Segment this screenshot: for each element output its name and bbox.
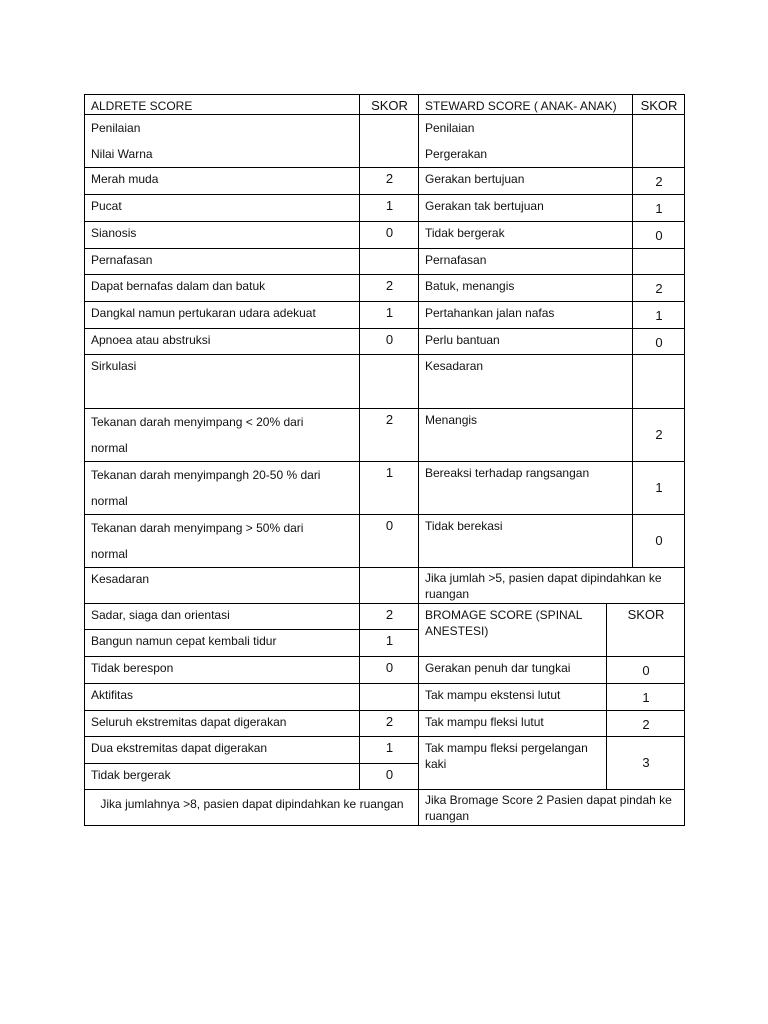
aldrete-header-row xyxy=(84,94,419,115)
row-score: 0 xyxy=(655,335,663,350)
row-label: Gerakan tak bertujuan xyxy=(419,195,633,221)
bromage-header-skor: SKOR xyxy=(627,607,665,622)
row-label: Sadar, siaga dan orientasi xyxy=(85,604,360,629)
table-row xyxy=(84,462,419,515)
table-row xyxy=(419,515,685,568)
row-label: Sianosis xyxy=(85,222,360,248)
row-label: Tekanan darah menyimpangh 20-50 % dari normal xyxy=(85,462,360,514)
row-score xyxy=(360,115,418,167)
table-row xyxy=(419,115,685,168)
row-label: Aktifitas xyxy=(85,684,360,710)
row-label: Tak mampu ekstensi lutut xyxy=(419,684,607,710)
row-label: Penilaian Pergerakan xyxy=(419,115,633,167)
steward-table xyxy=(419,94,685,826)
row-label: Tidak bergerak xyxy=(85,764,360,789)
table-row xyxy=(84,515,419,568)
table-row xyxy=(84,115,419,168)
row-label: Pertahankan jalan nafas xyxy=(419,302,633,328)
row-label: Perlu bantuan xyxy=(419,329,633,354)
row-label: Menangis xyxy=(419,409,633,461)
row-score: 1 xyxy=(385,740,394,755)
table-row xyxy=(419,355,685,409)
row-score: 2 xyxy=(655,281,663,296)
row-label: Merah muda xyxy=(85,168,360,194)
aldrete-note: Jika jumlahnya >8, pasien dapat dipindahkan ke ruangan xyxy=(100,797,404,811)
table-row xyxy=(84,630,419,657)
table-row xyxy=(84,168,419,195)
table-row xyxy=(419,168,685,195)
row-score: 2 xyxy=(385,412,394,427)
row-label: Tekanan darah menyimpang < 20% dari normal xyxy=(85,409,360,461)
bromage-header-row xyxy=(419,604,685,657)
row-label: Sirkulasi xyxy=(85,355,360,408)
row-score xyxy=(633,355,684,408)
row-score: 0 xyxy=(655,533,663,548)
table-row xyxy=(84,568,419,604)
row-score: 1 xyxy=(642,690,650,705)
bromage-note: Jika Bromage Score 2 Pasien dapat pindah ke ruangan xyxy=(425,793,676,823)
bromage-note-row xyxy=(419,790,685,826)
row-label: Dangkal namun pertukaran udara adekuat xyxy=(85,302,360,328)
row-score: 0 xyxy=(655,228,663,243)
table-row xyxy=(419,329,685,355)
table-row xyxy=(84,275,419,302)
row-label: Tidak bergerak xyxy=(419,222,633,248)
row-label: Tak mampu fleksi pergelangan kaki xyxy=(419,737,607,789)
row-score xyxy=(360,568,418,603)
aldrete-table xyxy=(84,94,419,826)
table-row xyxy=(84,657,419,684)
row-score: 0 xyxy=(385,660,394,675)
row-score: 1 xyxy=(655,308,663,323)
row-label: Penilaian Nilai Warna xyxy=(85,115,360,167)
row-score: 0 xyxy=(385,225,394,240)
table-row xyxy=(84,604,419,630)
steward-note: Jika jumlah >5, pasien dapat dipindahkan ke ruangan xyxy=(425,571,665,601)
row-score: 1 xyxy=(385,633,394,648)
table-row xyxy=(84,222,419,249)
table-row xyxy=(84,409,419,462)
row-score xyxy=(360,684,418,710)
row-label: Pernafasan xyxy=(419,249,633,274)
table-row xyxy=(84,737,419,764)
row-label: Bangun namun cepat kembali tidur xyxy=(85,630,360,656)
table-row xyxy=(84,684,419,711)
row-score: 0 xyxy=(385,767,394,782)
table-row xyxy=(419,737,685,790)
row-score: 2 xyxy=(385,714,394,729)
row-label: Dapat bernafas dalam dan batuk xyxy=(85,275,360,301)
table-row xyxy=(419,684,685,711)
row-score xyxy=(360,355,418,408)
row-label: Tak mampu fleksi lutut xyxy=(419,711,607,736)
row-label: Apnoea atau abstruksi xyxy=(85,329,360,354)
aldrete-note-row xyxy=(84,790,419,826)
steward-header-row xyxy=(419,94,685,115)
row-score: 2 xyxy=(655,174,663,189)
table-row xyxy=(419,195,685,222)
steward-header-skor: SKOR xyxy=(640,98,678,113)
row-score: 1 xyxy=(655,201,663,216)
row-score: 2 xyxy=(385,607,394,622)
table-row xyxy=(84,249,419,275)
row-label: Tidak berespon xyxy=(85,657,360,683)
table-row xyxy=(419,409,685,462)
row-label: Kesadaran xyxy=(419,355,633,408)
row-score: 0 xyxy=(385,332,394,347)
steward-header-label: STEWARD SCORE ( ANAK- ANAK) xyxy=(419,95,633,114)
row-score: 1 xyxy=(385,198,394,213)
table-row xyxy=(419,222,685,249)
bromage-header-label: BROMAGE SCORE (SPINAL ANESTESI) xyxy=(419,604,607,656)
row-label: Tidak berekasi xyxy=(419,515,633,567)
table-row xyxy=(84,195,419,222)
row-score: 0 xyxy=(642,663,650,678)
row-score: 1 xyxy=(385,305,394,320)
table-row xyxy=(84,764,419,790)
row-label: Pernafasan xyxy=(85,249,360,274)
row-label: Seluruh ekstremitas dapat digerakan xyxy=(85,711,360,736)
table-row xyxy=(419,462,685,515)
steward-note-row xyxy=(419,568,685,604)
row-score xyxy=(360,249,418,274)
row-label: Batuk, menangis xyxy=(419,275,633,301)
row-score: 2 xyxy=(642,717,650,732)
row-score: 1 xyxy=(385,465,394,480)
row-score: 0 xyxy=(385,518,394,533)
table-row xyxy=(84,355,419,409)
row-label: Tekanan darah menyimpang > 50% dari normal xyxy=(85,515,360,567)
row-score xyxy=(633,115,684,167)
aldrete-header-label: ALDRETE SCORE xyxy=(85,95,360,114)
table-row xyxy=(84,302,419,329)
table-row xyxy=(419,249,685,275)
row-score: 3 xyxy=(642,755,650,770)
row-label: Bereaksi terhadap rangsangan xyxy=(419,462,633,514)
row-label: Kesadaran xyxy=(85,568,360,603)
table-row xyxy=(419,275,685,302)
row-score: 2 xyxy=(385,171,394,186)
table-row xyxy=(419,711,685,737)
row-label: Dua ekstremitas dapat digerakan xyxy=(85,737,360,763)
table-row xyxy=(84,711,419,737)
aldrete-header-skor: SKOR xyxy=(371,98,408,113)
row-label: Pucat xyxy=(85,195,360,221)
row-label: Gerakan bertujuan xyxy=(419,168,633,194)
row-score: 2 xyxy=(385,278,394,293)
row-score: 2 xyxy=(655,427,663,442)
table-row xyxy=(84,329,419,355)
table-row xyxy=(419,657,685,684)
row-score xyxy=(633,249,684,274)
row-label: Gerakan penuh dar tungkai xyxy=(419,657,607,683)
row-score: 1 xyxy=(655,480,663,495)
table-row xyxy=(419,302,685,329)
